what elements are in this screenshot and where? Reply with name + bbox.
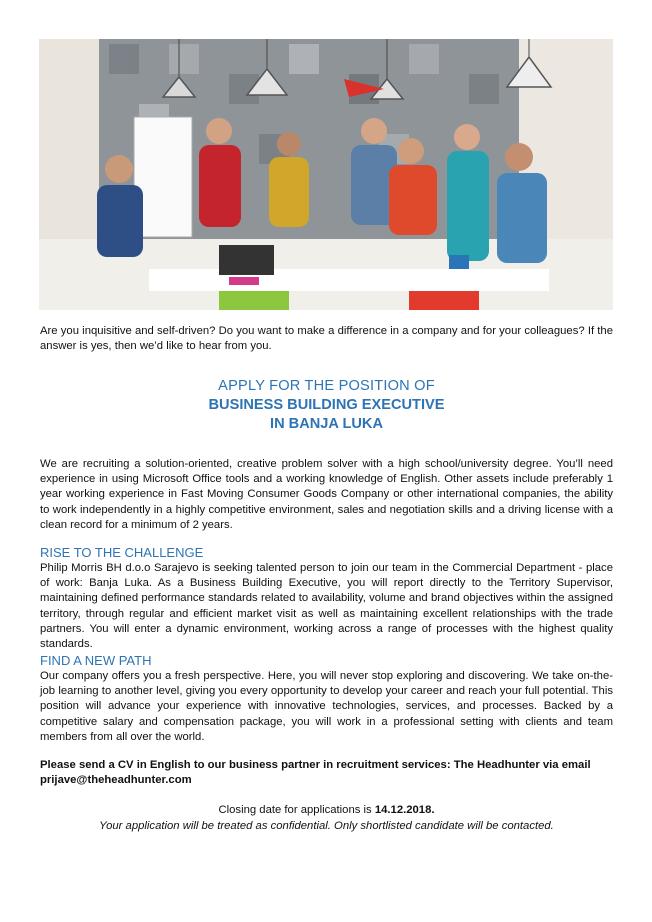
path-heading: FIND A NEW PATH [40,653,152,668]
apply-text: Please send a CV in English to our business partner in recruitment services: The Headhunter [40,759,543,771]
closing-date-line [40,803,613,819]
apply-email-link[interactable]: prijave@theheadhunter.com [40,774,192,787]
closing-label: Closing date for applications is [218,804,375,816]
title-line-1: APPLY FOR THE POSITION OF [218,378,435,394]
apply-via: via email [542,759,591,771]
job-title-block [40,377,613,434]
requirements-paragraph: We are recruiting a solution-oriented, creative problem solver with a high school/university degree. You’ll need experience in using Microsoft Office tools and a working knowledge of English. Other assets include preferably 1 year working experience in Fast Moving Consumer Goods Company or other international companies, the ability to work independently in a highly competitive environment, sales and negotiation skills and a driving license with a clean record for a minimum of 2 years. [40,458,613,531]
title-line-3: IN BANJA LUKA [270,416,383,432]
path-paragraph: Our company offers you a fresh perspective. Here, you will never stop exploring and discovering. We take on-the-job learning to another level, giving you every opportunity to develop your career and reach your full potential. This position will advance your experience with innovative technologies, services, and processes. Backed by a competitive salary and compensation package, you will work in a professional setting with clients and team members from all over the world. [40,670,613,743]
hero-photo [39,39,613,310]
intro-paragraph: Are you inquisitive and self-driven? Do you want to make a difference in a company and for your colleagues? If the answer is yes, then we’d like to hear from you. [40,325,613,353]
apply-paragraph [40,758,613,788]
team-meeting-illustration [39,39,613,310]
closing-date: 14.12.2018. [374,804,435,816]
rise-heading: RISE TO THE CHALLENGE [40,545,204,560]
title-line-2: BUSINESS BUILDING EXECUTIVE [208,397,445,413]
closing-block [40,803,613,834]
confidentiality-note: Your application will be treated as confidential. Only shortlisted candidate will be contacted. [99,819,554,832]
rise-paragraph: Philip Morris BH d.o.o Sarajevo is seeking talented person to join our team in the Commercial Department - place of work: Banja Luka. As a Business Building Executive, you will report directly to the Territory Supervisor, maintaining defined performance standards related to availability, volume and brand objectives within the assigned territory, through regular and efficient market visit as well as maintaining excellent relationships with the trade partners. You will enter a dynamic environment, working across a range of processes with the highest quality standards. [40,562,613,651]
